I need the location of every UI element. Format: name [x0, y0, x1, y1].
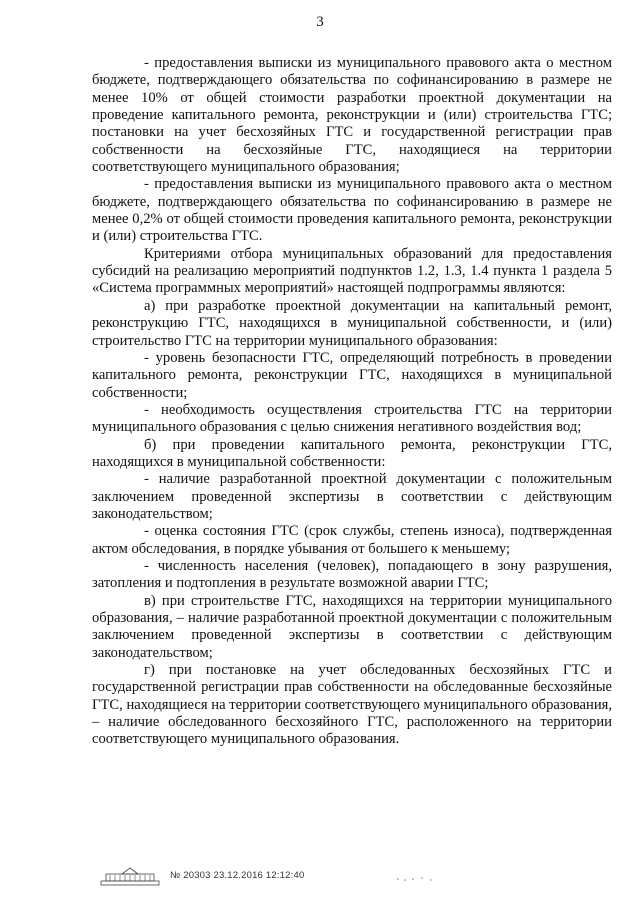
document-body [92, 55, 612, 749]
paragraph: - предоставления выписки из муниципального правового акта о местном бюджете, подтверждающего обязательства по софинансированию в размере не менее 10% от общей стоимости разработки проектной документации на проведение капитального ремонта, реконструкции и (или) строительства ГТС; постановки на учет бесхозяйных ГТС и государственной регистрации прав собственности на бесхозяйные ГТС, находящиеся на территории соответствующего муниципального образования; [92, 55, 612, 176]
paragraph: - оценка состояния ГТС (срок службы, степень износа), подтвержденная актом обследования, в порядке убывания от большего к меньшему; [92, 523, 612, 557]
paragraph: б) при проведении капитального ремонта, реконструкции ГТС, находящихся в муниципальной собственности: [92, 436, 612, 470]
building-seal-icon [100, 866, 160, 886]
scan-marks-icon [395, 874, 445, 884]
registration-stamp: № 20303 23.12.2016 12:12:40 [170, 870, 305, 881]
paragraph: - уровень безопасности ГТС, определяющий потребность в проведении капитального ремонта, реконструкции ГТС, находящихся в муниципальной собственности; [92, 349, 612, 401]
document-footer [100, 866, 620, 888]
page-number: 3 [316, 14, 324, 30]
paragraph: - численность населения (человек), попадающего в зону разрушения, затопления и подтопления в результате возможной аварии ГТС; [92, 557, 612, 592]
paragraph: г) при постановке на учет обследованных бесхозяйных ГТС и государственной регистрации прав собственности на обследованные бесхозяйные ГТС, находящиеся на территории соответствующего муниципального образования, – наличие обследованного бесхозяйного ГТС, расположенного на территории соответствующего муниципального образования. [92, 662, 612, 748]
paragraph: Критериями отбора муниципальных образований для предоставления субсидий на реализацию мероприятий подпунктов 1.2, 1.3, 1.4 пункта 1 раздела 5 «Система программных мероприятий» настоящей подпрограммы являются: [92, 245, 612, 297]
paragraph: в) при строительстве ГТС, находящихся на территории муниципального образования, – наличие разработанной проектной документации с положительным заключением проведенной экспертизы в соответствии с действующим законодательством; [92, 592, 612, 661]
paragraph: - наличие разработанной проектной документации с положительным заключением проведенной экспертизы в соответствии с действующим законодательством; [92, 471, 612, 522]
paragraph: а) при разработке проектной документации на капитальный ремонт, реконструкцию ГТС, находящихся в муниципальной собственности, и (или) строительство ГТС на территории муниципального образования: [92, 297, 612, 349]
paragraph: - необходимость осуществления строительства ГТС на территории муниципального образования с целью снижения негативного воздействия вод; [92, 401, 612, 436]
paragraph: - предоставления выписки из муниципального правового акта о местном бюджете, подтверждающего обязательства по софинансированию в размере не менее 0,2% от общей стоимости проведения капитального ремонта, реконструкции и (или) строительства ГТС. [92, 176, 612, 245]
